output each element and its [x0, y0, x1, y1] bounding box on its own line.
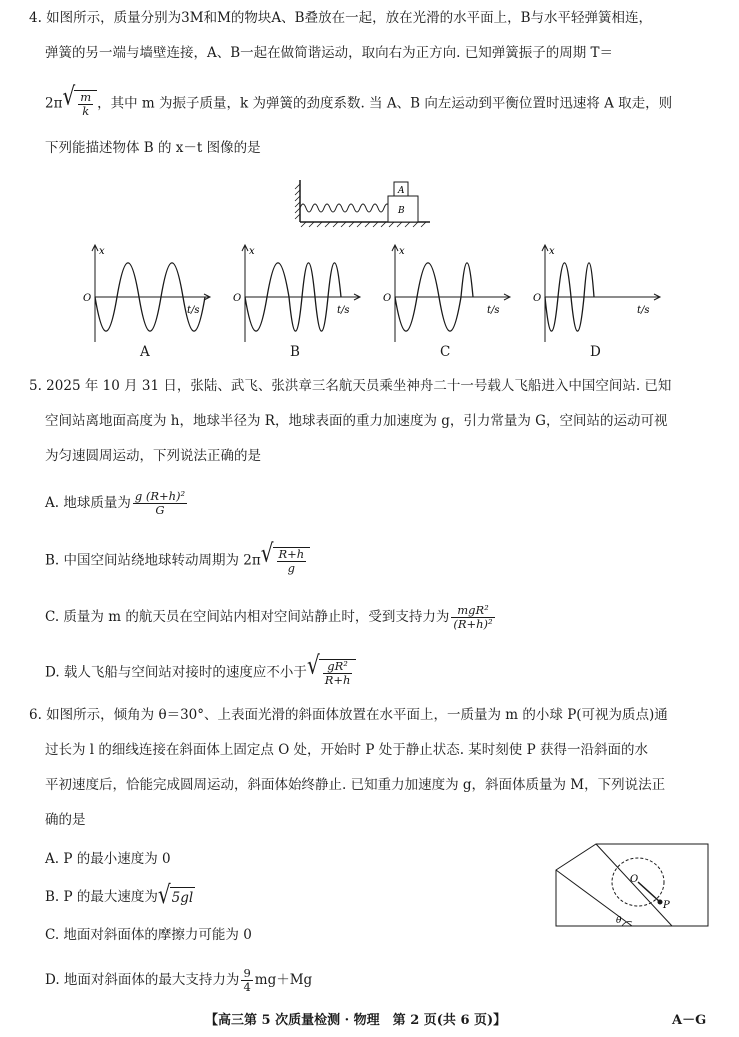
x-axis-arrow — [504, 294, 510, 300]
q6-line-3: 平初速度后，恰能完成圆周运动，斜面体始终静止. 已知重力加速度为 g，斜面体质量为 M，下列说法正 — [45, 777, 666, 793]
x-axis-arrow — [654, 294, 660, 300]
spring-block-figure — [290, 170, 440, 230]
t-axis-label: t/s — [637, 305, 650, 316]
svg-text:P: P — [663, 900, 670, 911]
xt-curve — [395, 263, 473, 331]
x-axis-label: x — [399, 246, 405, 257]
x-axis-label: x — [249, 246, 255, 257]
y-axis-arrow — [92, 245, 98, 251]
svg-text:B: B — [398, 206, 405, 216]
option-label-b[interactable]: B — [290, 344, 300, 360]
q6-line-2: 过长为 l 的细线连接在斜面体上固定点 O 处，开始时 P 处于静止状态. 某时刻使 P 获得一沿斜面的水 — [45, 742, 648, 758]
q6-option-a[interactable]: A. P 的最小速度为 0 — [45, 851, 171, 867]
q5-line-1: 5. 2025 年 10 月 31 日，张陆、武飞、张洪章三名航天员乘坐神舟二十一号载人飞船进入中国空间站. 已知 — [29, 378, 672, 394]
option-label-c[interactable]: C — [440, 344, 451, 360]
y-axis-arrow — [542, 245, 548, 251]
q5-line-3: 为匀速圆周运动，下列说法正确的是 — [45, 448, 261, 464]
x-axis-label: x — [99, 246, 105, 257]
q5-line-2: 空间站离地面高度为 h，地球半径为 R，地球表面的重力加速度为 g，引力常量为 G，空间站的运动可视 — [45, 413, 668, 429]
t-axis-label: t/s — [487, 305, 500, 316]
y-axis-arrow — [392, 245, 398, 251]
q4-line-4: 下列能描述物体 B 的 x－t 图像的是 — [45, 140, 261, 156]
origin-label: O — [233, 293, 242, 304]
xt-curve — [95, 263, 205, 331]
q5-option-d[interactable]: D. 载人飞船与空间站对接时的速度应不小于 √ $\frac{\text{gR²}}{R+h}$ — [45, 659, 356, 687]
q5-option-b[interactable]: B. 中国空间站绕地球转动周期为 2π √ $\frac{R+h}{g}$ — [45, 547, 310, 575]
origin-label: O — [83, 293, 92, 304]
q4-line-2: 弹簧的另一端与墙壁连接，A、B一起在做简谐运动，取向右为正方向. 已知弹簧振子的周期 T＝ — [45, 45, 614, 61]
q6-option-b[interactable]: B. P 的最大速度为 √ 5gl — [45, 879, 194, 910]
xt-graph-b — [230, 242, 370, 352]
x-axis-label: x — [549, 246, 555, 257]
sqrt-m-over-k: √ $\frac{m}{k}$ — [62, 90, 97, 118]
xt-curve — [245, 263, 341, 331]
q6-line-1: 6. 如图所示，倾角为 θ＝30°、上表面光滑的斜面体放置在水平面上，一质量为 m 的小球 P(可视为质点)通 — [29, 707, 668, 723]
xt-curve — [545, 263, 594, 331]
xt-graph-c — [380, 242, 520, 352]
x-axis-arrow — [354, 294, 360, 300]
q4-line-3: 2π √ $\frac{m}{k}$ ，其中 m 为振子质量，k 为弹簧的劲度系数. 当 A、B 向左运动到平衡位置时迅速将 A 取走，则 — [45, 80, 673, 118]
t-axis-label: t/s — [187, 305, 200, 316]
svg-text:O: O — [630, 874, 639, 885]
xt-graph-d — [530, 242, 670, 352]
svg-text:A: A — [398, 186, 405, 196]
q5-option-c[interactable]: C. 质量为 m 的航天员在空间站内相对空间站静止时，受到支持力为 $\frac{\text{mgR²}}{\text{(R+h)²}}$ — [45, 603, 493, 631]
y-axis-arrow — [242, 245, 248, 251]
svg-text:θ: θ — [616, 916, 622, 926]
q5-option-a[interactable]: A. 地球质量为 $\frac{\text{g (R+h)²}}{G}$ — [45, 489, 186, 517]
q6-line-4: 确的是 — [45, 812, 86, 828]
xt-graph-a — [80, 242, 220, 352]
incline-figure — [552, 840, 712, 930]
t-axis-label: t/s — [337, 305, 350, 316]
origin-label: O — [533, 293, 542, 304]
q6-option-d[interactable]: D. 地面对斜面体的最大支持力为 $\frac{9}{4}$ mg＋Mg — [45, 966, 313, 994]
ball-p — [658, 900, 663, 905]
q6-option-c[interactable]: C. 地面对斜面体的摩擦力可能为 0 — [45, 927, 252, 943]
origin-label: O — [383, 293, 392, 304]
option-label-d[interactable]: D — [590, 344, 601, 360]
x-axis-arrow — [204, 294, 210, 300]
q4-line-1: 4. 如图所示，质量分别为3M和M的物块A、B叠放在一起，放在光滑的水平面上，B与水平轻弹簧相连， — [29, 10, 652, 26]
option-label-a[interactable]: A — [140, 344, 150, 360]
